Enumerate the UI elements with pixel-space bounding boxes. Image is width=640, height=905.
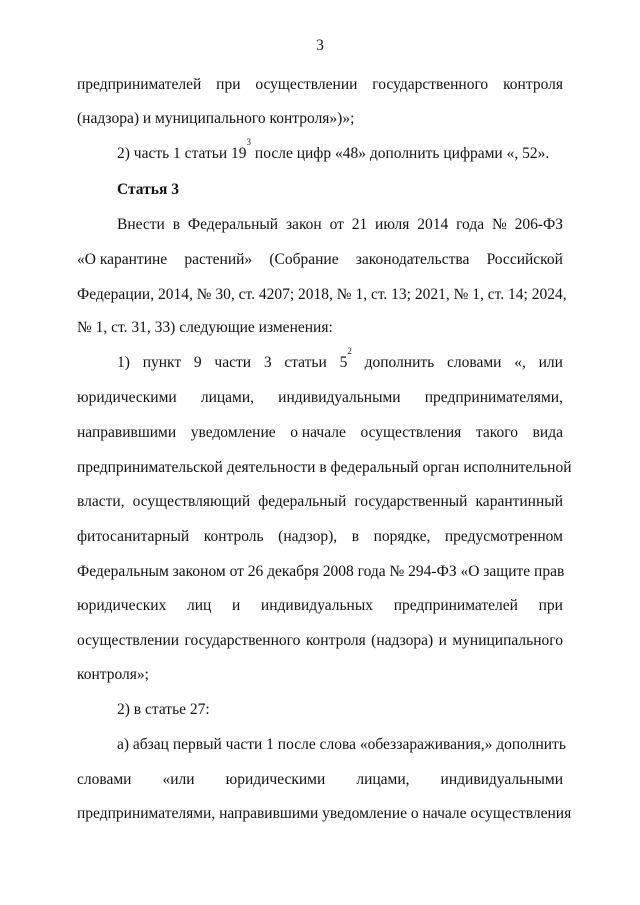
word: фитосанитарный xyxy=(77,528,190,545)
text-line-13 xyxy=(77,492,563,512)
article-heading: Статья 3 xyxy=(117,181,179,198)
word: осуществлении xyxy=(77,632,180,649)
text-line-16 xyxy=(77,596,563,616)
text-line-5 xyxy=(117,215,563,235)
word: федеральный xyxy=(258,493,347,510)
word: от xyxy=(329,216,344,233)
word: индивидуальных xyxy=(260,597,374,614)
word: «или xyxy=(162,771,195,788)
text-line-10 xyxy=(77,388,563,408)
text-line-22: предпринимателями, направившими уведомление о начале осуществления xyxy=(77,805,572,822)
text-line-15: Федеральным законом от 26 декабря 2008 года № 294-ФЗ «О защите прав xyxy=(77,563,565,580)
text-line-9 xyxy=(117,346,563,373)
text-line-20: а) абзац первый части 1 после слова «обеззараживания,» дополнить xyxy=(117,736,566,753)
word: Внести xyxy=(117,216,165,233)
word: пункт xyxy=(142,354,182,371)
word: статьи xyxy=(284,354,327,371)
word: предусмотренном xyxy=(444,528,563,545)
word: 5 xyxy=(339,354,348,371)
word: контроля xyxy=(305,632,366,649)
word: 1) xyxy=(117,354,130,371)
word: лицами, xyxy=(200,389,255,406)
word: растений» xyxy=(184,251,253,268)
word: и xyxy=(231,597,241,614)
word: предпринимателями, xyxy=(424,389,563,406)
word: при xyxy=(216,76,241,93)
word: (надзора) xyxy=(371,632,434,649)
word: 2014 xyxy=(417,216,449,233)
word: 9 xyxy=(193,354,202,371)
word: июля xyxy=(375,216,410,233)
word: при xyxy=(538,597,563,614)
text-line-8: № 1, ст. 31, 33) следующие изменения: xyxy=(77,319,333,336)
word: (Собрание xyxy=(269,251,339,268)
text-line-2: (надзора) и муниципального контроля»)»; xyxy=(77,110,355,127)
word-with-superscript xyxy=(339,346,352,373)
word: части xyxy=(214,354,252,371)
word: 21 xyxy=(351,216,368,233)
word: порядке, xyxy=(373,528,431,545)
word: лицами, xyxy=(356,771,410,788)
word: индивидуальными xyxy=(278,389,401,406)
word: «О карантине xyxy=(77,251,168,268)
word: осуществления xyxy=(360,424,462,441)
word: или xyxy=(538,354,563,371)
word: 206-ФЗ xyxy=(514,216,563,233)
word: Российской xyxy=(486,251,563,268)
text-line-11 xyxy=(77,423,563,443)
word: вида xyxy=(532,424,563,441)
word: 3 xyxy=(263,354,272,371)
word: контроля xyxy=(503,76,563,93)
superscript: 3 xyxy=(246,137,252,147)
text-line-12: предпринимательской деятельности в федеральный орган исполнительной xyxy=(77,459,572,476)
word: лиц xyxy=(186,597,212,614)
word: юридическими xyxy=(225,771,326,788)
word: направившими xyxy=(77,424,177,441)
text-line-3 xyxy=(117,137,563,164)
text-fragment: 2) часть 1 статьи 19 xyxy=(117,145,247,162)
word: словами xyxy=(447,354,502,371)
word: дополнить xyxy=(364,354,435,371)
word: словами xyxy=(77,771,132,788)
word: государственного xyxy=(372,76,489,93)
superscript: 2 xyxy=(347,346,352,356)
text-line-21 xyxy=(77,770,563,790)
text-line-18: контроля»; xyxy=(77,666,149,683)
word: о начале xyxy=(290,424,346,441)
word: «, xyxy=(514,354,526,371)
word: в xyxy=(351,528,360,545)
word: государственного xyxy=(184,632,301,649)
word: индивидуальными xyxy=(440,771,563,788)
text-line-7: Федерации, 2014, № 30, ст. 4207; 2018, № 1, ст. 13; 2021, № 1, ст. 14; 2024, xyxy=(77,286,567,303)
word: закон xyxy=(285,216,322,233)
word: юридических xyxy=(77,597,167,614)
word: уведомление xyxy=(190,424,276,441)
text-line-19: 2) в статье 27: xyxy=(117,701,210,718)
word: муниципального xyxy=(452,632,563,649)
word: карантинный xyxy=(475,493,563,510)
text-line-6 xyxy=(77,250,563,270)
word: и xyxy=(438,632,447,649)
word: (надзор), xyxy=(278,528,338,545)
word: осуществляющий xyxy=(132,493,251,510)
text-fragment: после цифр «48» дополнить цифрами «, 52». xyxy=(251,145,550,162)
text-line-14 xyxy=(77,527,563,547)
word: предпринимателей xyxy=(393,597,518,614)
page-number: 3 xyxy=(316,37,324,54)
word: года xyxy=(456,216,485,233)
word: Федеральный xyxy=(187,216,279,233)
word: такого xyxy=(475,424,518,441)
word: юридическими xyxy=(77,389,177,406)
word: контроль xyxy=(203,528,264,545)
word: осуществлении xyxy=(255,76,358,93)
word: законодательства xyxy=(355,251,470,268)
text-line-17 xyxy=(77,631,563,651)
text-line-1 xyxy=(77,75,563,95)
word: предпринимателей xyxy=(77,76,202,93)
word: в xyxy=(172,216,181,233)
word: государственный xyxy=(354,493,468,510)
word: власти, xyxy=(77,493,125,510)
word: № xyxy=(491,216,507,233)
